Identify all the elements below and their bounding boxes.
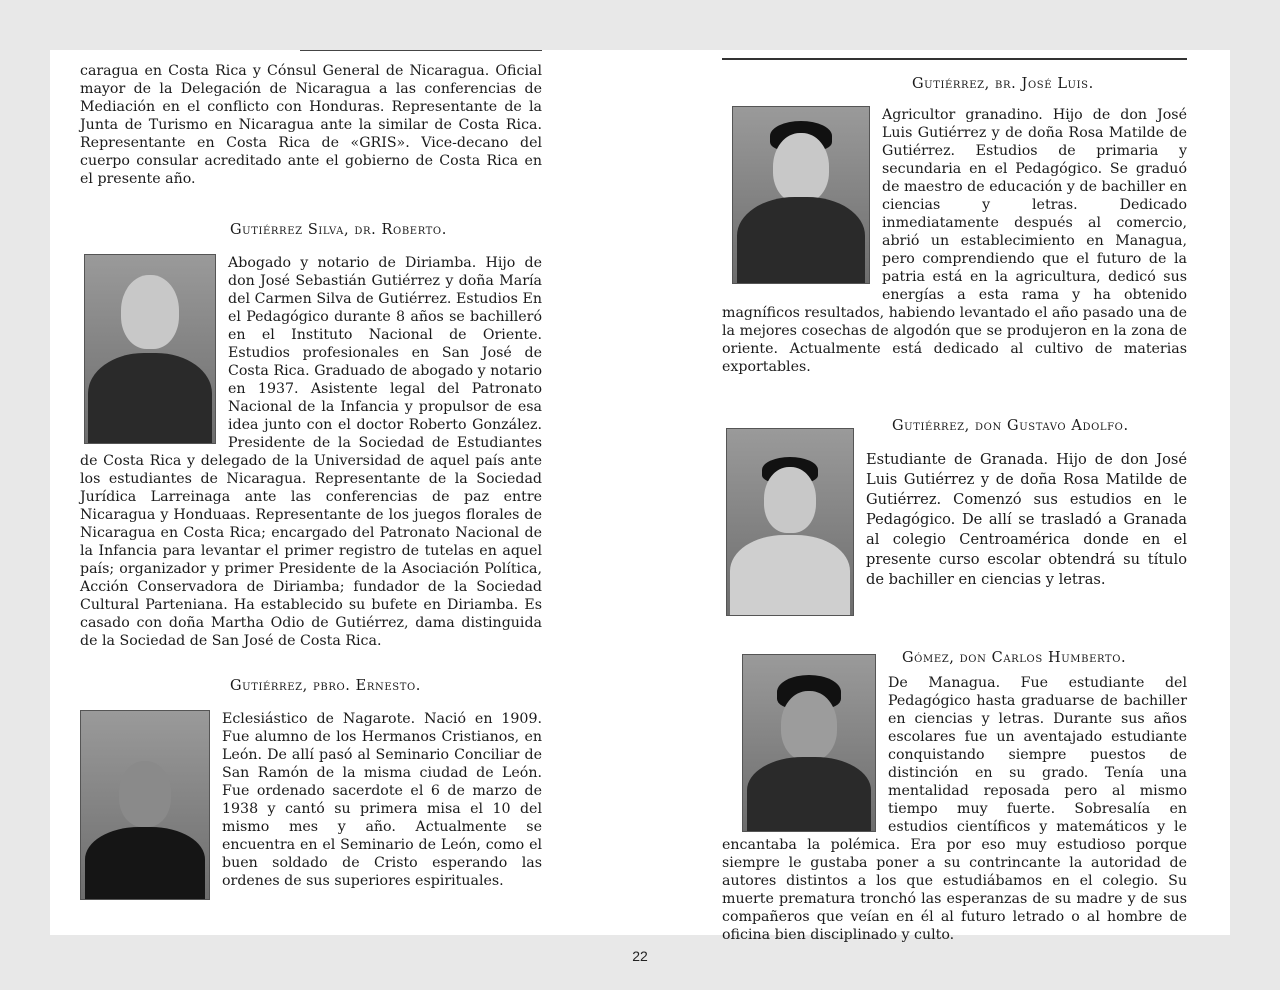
portrait-photo xyxy=(84,254,216,444)
left-column xyxy=(80,62,542,904)
entry-name: Gutiérrez Silva, dr. Roberto. xyxy=(230,222,447,238)
page-number: 22 xyxy=(632,948,648,964)
entry-text: Estudiante de Granada. Hijo de don José Luis Gutiérrez y de doña Rosa Matilde de Gutiérrez. Comenzó sus estudios en le Pedagógico. De allí se trasladó a Granada al colegio Centroamérica donde en el presente curso escolar obtendrá su título de bachiller en ciencias y letras. xyxy=(866,451,1187,588)
entry-carlos-humberto-gomez xyxy=(722,650,1187,944)
entry-name: Gutiérrez, pbro. Ernesto. xyxy=(230,678,421,694)
entry-text: Agricultor granadino. Hijo de don José Luis Gutiérrez y de doña Rosa Matilde de Gutiérrez. Estudios de primaria y secundaria en el Pedagógico. Se graduó de maestro de educación y de bachiller en ciencias y letras. Dedicado inmediatamente después al comercio, abrió un establecimiento en Managua, pero comprendiendo que el futuro de la patria está en la agricultura, dedicó sus energías a esta rama y ha obtenido magníficos resultados, habiendo levantado el año pasado una de la mejores cosechas de algodón que se produjeron en la zona de oriente. Actualmente está dedicado al cultivo de materias exportables. xyxy=(722,107,1187,375)
portrait-photo xyxy=(80,710,210,900)
entry-text: Eclesiástico de Nagarote. Nació en 1909. Fue alumno de los Hermanos Cristianos, en León. De allí pasó al Seminario Conciliar de San Ramón de la misma ciudad de León. Fue ordenado sacerdote el 6 de marzo de 1938 y cantó su primera misa el 10 del mismo mes y año. Actualmente se encuentra en el Seminario de León, como el buen soldado de Cristo esperando las ordenes de sus superiores espirituales. xyxy=(222,711,542,889)
portrait-photo xyxy=(732,106,870,284)
intro-paragraph: caragua en Costa Rica y Cónsul General de Nicaragua. Oficial mayor de la Delegación de Nicaragua a las conferencias de Mediación en el conflicto con Honduras. Representante de la Junta de Turismo en Nicaragua ante la similar de Costa Rica. Representante en Costa Rica de «GRIS». Vice-decano del cuerpo consular acreditado ante el gobierno de Costa Rica en el presente año. xyxy=(80,63,542,187)
portrait-photo xyxy=(742,654,876,832)
entry-name: Gómez, don Carlos Humberto. xyxy=(902,650,1127,666)
entry-jose-luis-gutierrez xyxy=(722,76,1187,376)
entry-roberto-gutierrez xyxy=(80,222,542,650)
right-column xyxy=(722,60,1187,944)
entry-name: Gutiérrez, don Gustavo Adolfo. xyxy=(892,418,1129,434)
entry-text: De Managua. Fue estudiante del Pedagógico hasta graduarse de bachiller en ciencias y letras. Durante sus años escolares fue un aventajado estudiante conquistando siempre puestos de distinción en su grado. Tenía una mentalidad reposada pero al mismo tiempo muy fuerte. Sobresalía en estudios científicos y matemáticos y le encantaba la polémica. Era por eso muy estudioso porque siempre le gustaba poner a su contrincante la autoridad de autores distintos a los que estudiábamos en el colegio. Su muerte prematura tronchó las esperanzas de su madre y de sus compañeros que veían en él al futuro letrado o al hombre de oficina bien disciplinado y culto. xyxy=(722,675,1187,943)
top-rule-left xyxy=(300,50,542,51)
entry-name: Gutiérrez, br. José Luis. xyxy=(912,76,1094,92)
entry-gustavo-adolfo-gutierrez xyxy=(722,418,1187,590)
entry-ernesto-gutierrez xyxy=(80,678,542,890)
portrait-photo xyxy=(726,428,854,616)
entry-text: Abogado y notario de Diriamba. Hijo de don José Sebastián Gutiérrez y doña María del Carmen Silva de Gutiérrez. Estudios En el Pedagógico durante 8 años se bachilleró en el Instituto Nacional de Oriente. Estudios profesionales en San José de Costa Rica. Graduado de abogado y notario en 1937. Asistente legal del Patronato Nacional de la Infancia y propulsor de esa idea junto con el doctor Roberto González. Presidente de la Sociedad de Estudiantes de Costa Rica y delegado de la Universidad de aquel país ante los estudiantes de Nicaragua. Representante de la Sociedad Jurídica Larreinaga ante las conferencias de paz entre Nicaragua y Honduaas. Representante de los juegos florales de Nicaragua en Costa Rica; encargado del Patronato Nacional de la Infancia para levantar el primer registro de tutelas en aquel país; organizador y primer Presidente de la Asociación Política, Acción Conservadora de Diriamba; fundador de la Sociedad Cultural Parteniana. Ha establecido su bufete en Diriamba. Es casado con doña Martha Odio de Gutiérrez, dama distinguida de la Sociedad de San José de Costa Rica. xyxy=(80,255,542,649)
